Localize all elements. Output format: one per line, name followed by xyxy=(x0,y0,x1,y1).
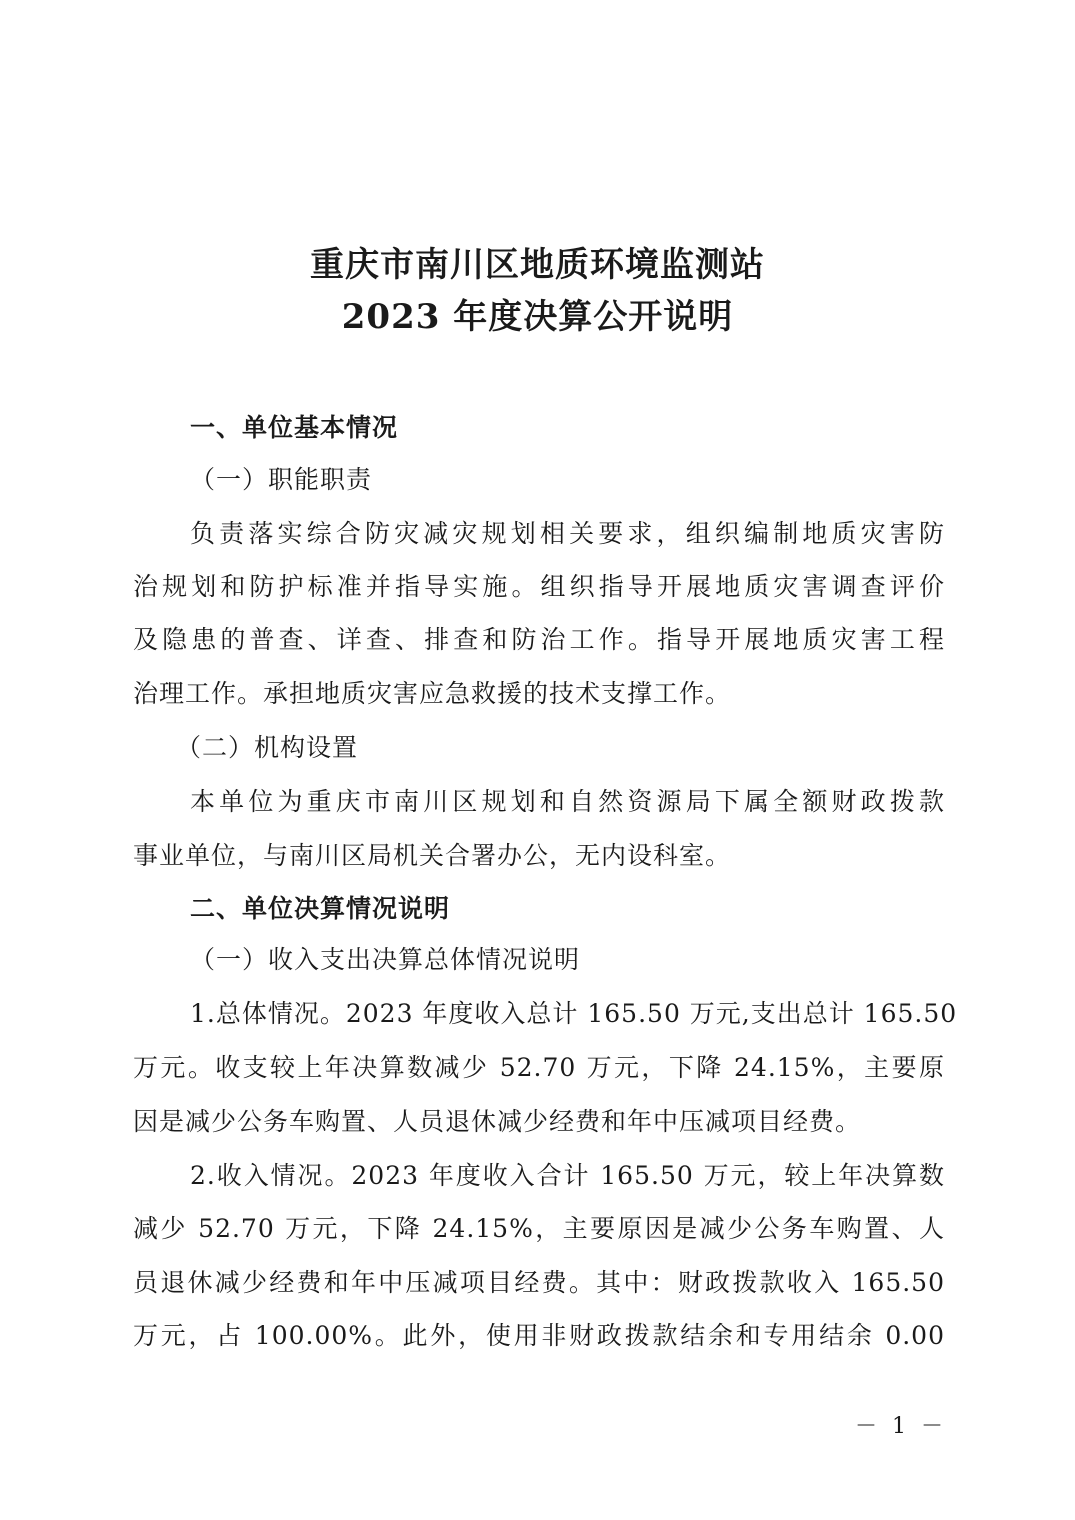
subsection-heading-organization: （二）机构设置 xyxy=(176,733,359,762)
paragraph-line: 事业单位，与南川区局机关合署办公，无内设科室。 xyxy=(133,841,732,870)
subsection-heading-duties: （一）职能职责 xyxy=(190,465,373,494)
paragraph-line: 本单位为重庆市南川区规划和自然资源局下属全额财政拨款 xyxy=(190,787,945,816)
paragraph-line: 及隐患的普查、详查、排查和防治工作。指导开展地质灾害工程 xyxy=(133,625,945,654)
page-number: － 1 － xyxy=(855,1414,947,1439)
paragraph-line: 2.收入情况。2023 年度收入合计 165.50 万元，较上年决算数 xyxy=(190,1161,945,1190)
paragraph-line: 减少 52.70 万元，下降 24.15%，主要原因是减少公务车购置、人 xyxy=(133,1214,945,1243)
paragraph-line: 负责落实综合防灾减灾规划相关要求，组织编制地质灾害防 xyxy=(190,519,945,548)
subsection-heading-income-expense-overview: （一）收入支出决算总体情况说明 xyxy=(190,945,581,974)
document-title-line2: 2023 年度决算公开说明 xyxy=(341,297,734,337)
paragraph-line: 治理工作。承担地质灾害应急救援的技术支撑工作。 xyxy=(133,679,732,708)
paragraph-line: 治规划和防护标准并指导实施。组织指导开展地质灾害调查评价 xyxy=(133,572,945,601)
section-heading-unit-basic-info: 一、单位基本情况 xyxy=(190,413,399,442)
paragraph-line: 1.总体情况。2023 年度收入总计 165.50 万元,支出总计 165.50 xyxy=(190,999,958,1028)
section-heading-final-accounts: 二、单位决算情况说明 xyxy=(190,894,451,923)
paragraph-line: 员退休减少经费和年中压减项目经费。其中：财政拨款收入 165.50 xyxy=(133,1268,945,1297)
paragraph-line: 万元，占 100.00%。此外，使用非财政拨款结余和专用结余 0.00 xyxy=(133,1321,945,1350)
paragraph-line: 因是减少公务车购置、人员退休减少经费和年中压减项目经费。 xyxy=(133,1107,862,1136)
document-title-line1: 重庆市南川区地质环境监测站 xyxy=(310,245,765,285)
paragraph-line: 万元。收支较上年决算数减少 52.70 万元，下降 24.15%，主要原 xyxy=(133,1053,945,1082)
